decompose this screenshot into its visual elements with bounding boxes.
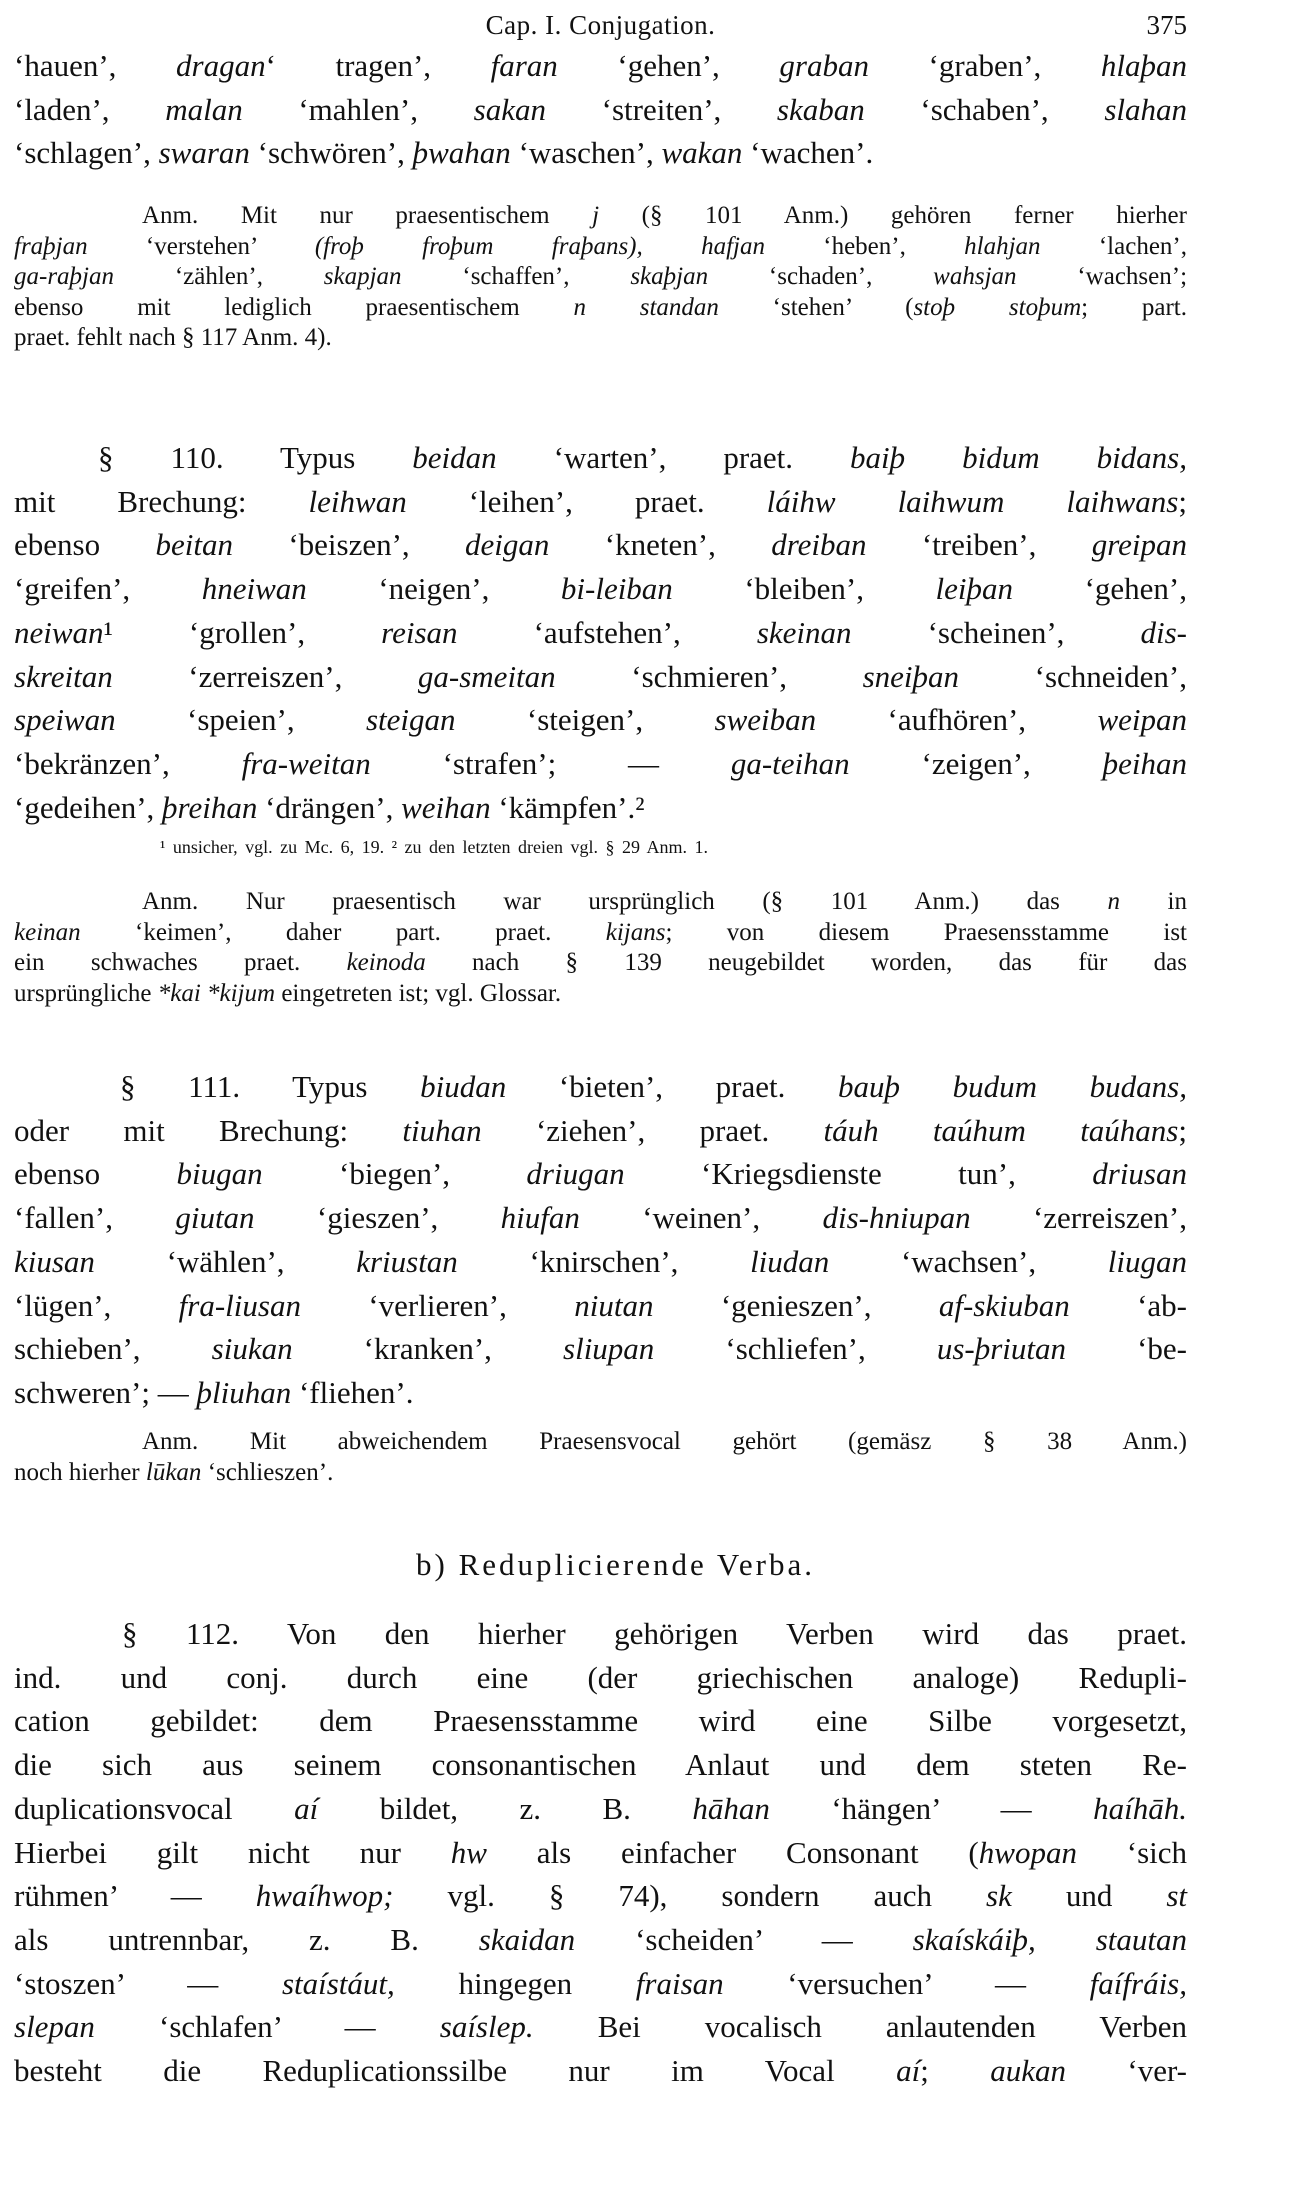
italic-term: malan [165, 91, 243, 127]
italic-term: hiufan [500, 1200, 580, 1236]
italic-term: aí [896, 2053, 921, 2089]
italic-term: aí [294, 1790, 319, 1826]
text-line [14, 655, 1187, 699]
roman-text: Hierbei gilt nicht nur [14, 1834, 451, 1870]
text-line [14, 88, 1187, 132]
italic-term: beidan [412, 440, 497, 475]
roman-text: ‘hauen’, [14, 48, 176, 83]
roman-text: ‘hängen’ — [769, 1790, 1094, 1826]
roman-text: ‘heben’, [764, 232, 965, 260]
roman-text: oder mit Brechung: [14, 1112, 403, 1148]
roman-text: ‘lügen’, [14, 1287, 179, 1323]
roman-text: ‘zeigen’, [849, 745, 1103, 781]
italic-term: biudan [420, 1069, 507, 1104]
italic-term: n standan [573, 293, 719, 321]
roman-text: ‘kämpfen’.² [490, 789, 645, 825]
text-line [14, 436, 1187, 480]
text-line [14, 2005, 1187, 2049]
roman-text: ; [1178, 1112, 1188, 1148]
italic-term: skapjan [323, 263, 402, 291]
italic-term: kijans [605, 918, 666, 946]
italic-term: siukan [211, 1331, 293, 1367]
italic-term: baiþ bidum bidans, [850, 440, 1187, 475]
roman-text: Anm. Nur praesentisch war ursprünglich (§ 101 Anm.) das [142, 888, 1108, 915]
chapter-title: Cap. I. Conjugation. [485, 10, 716, 40]
roman-text: ‘zählen’, [114, 263, 324, 291]
roman-text: ‘kranken’, [292, 1331, 564, 1367]
roman-text: ‘schlagen’, [14, 135, 159, 171]
roman-text [1036, 1922, 1096, 1957]
text-line [14, 480, 1187, 524]
roman-text: § 111. Typus [120, 1069, 421, 1104]
italic-term: láihw laihwum laihwans [766, 483, 1179, 519]
text-line [14, 1327, 1187, 1371]
roman-text: ‘stehen’ ( [718, 293, 914, 321]
roman-text: ‘schaffen’, [401, 263, 631, 291]
roman-text: praet. fehlt nach § 117 Anm. 4). [14, 324, 332, 352]
italic-term: saíslep. [439, 2009, 534, 2045]
text-line [14, 698, 1187, 742]
italic-term: speiwan [14, 702, 116, 738]
text-line [14, 523, 1187, 567]
roman-text: ‘wachsen’, [829, 1243, 1108, 1279]
roman-text: ‘bekränzen’, [14, 745, 242, 781]
text-line [14, 1831, 1187, 1875]
italic-term: slahan [1104, 91, 1187, 127]
italic-term: hlahjan [964, 232, 1041, 260]
text-line [14, 1371, 1187, 1415]
italic-term: fra-weitan [241, 745, 371, 781]
roman-text: ‘verstehen’ [87, 232, 315, 260]
text-line [14, 1699, 1187, 1743]
roman-text: ; [920, 2053, 991, 2089]
roman-text: in [1119, 888, 1187, 915]
roman-text: ‘graben’, [868, 48, 1101, 83]
roman-text: ebenso [14, 527, 156, 563]
italic-term: þreihan [162, 789, 258, 825]
italic-term: skeinan [756, 614, 852, 650]
text-line [14, 1962, 1187, 2006]
text-line [14, 44, 1187, 88]
roman-text: § 110. Typus [98, 440, 413, 475]
text-line [14, 1152, 1187, 1196]
roman-text: ‘ab- [1069, 1287, 1187, 1323]
italic-term: tiuhan [402, 1112, 482, 1148]
roman-text: ‘bleiben’, [672, 571, 936, 607]
roman-text: ‘schmieren’, [555, 658, 863, 694]
italic-term: liugan [1107, 1243, 1187, 1279]
italic-term: dis-hniupan [822, 1200, 971, 1236]
italic-term: leiþan [935, 571, 1014, 607]
roman-text: ursprüngliche [14, 979, 158, 1007]
roman-text: ‘keimen’, daher part. praet. [80, 918, 606, 946]
annotation-109 [14, 201, 1187, 354]
text-line [14, 1458, 1187, 1489]
italic-term: *kai *kijum [157, 979, 276, 1007]
roman-text: ‘steigen’, [455, 702, 715, 738]
italic-term: us-þriutan [936, 1331, 1066, 1367]
italic-term: wakan [661, 135, 743, 171]
italic-term: þeihan [1102, 745, 1187, 781]
italic-term: st [1166, 1878, 1188, 1914]
roman-text: ‘gehen’, [1013, 571, 1187, 607]
roman-text: ‘schwören’, [249, 135, 413, 171]
italic-term: skaþjan [630, 263, 709, 291]
italic-term: skaidan [478, 1921, 576, 1957]
italic-term: þwahan [412, 135, 511, 171]
italic-term: skaískáiþ, [912, 1921, 1036, 1957]
text-line [14, 1427, 1187, 1458]
text-line [14, 1874, 1187, 1918]
roman-text: als einfacher Consonant ( [486, 1834, 979, 1870]
roman-text: ‘speien’, [115, 702, 366, 738]
italic-term: bauþ budum budans, [838, 1069, 1187, 1104]
roman-text: hingegen [394, 1965, 636, 2001]
running-header [14, 6, 1187, 44]
text-line [14, 948, 1187, 979]
roman-text: ‘schlieszen’. [201, 1458, 334, 1486]
roman-text: ‘mahlen’, [242, 91, 474, 127]
roman-text: duplicationsvocal [14, 1790, 295, 1826]
text-line [14, 918, 1187, 949]
text-line [14, 742, 1187, 786]
roman-text: ; part. [1081, 293, 1187, 321]
italic-term: hlaþan [1100, 48, 1187, 83]
roman-text: vgl. § 74), sondern auch [393, 1878, 987, 1914]
italic-term: fraisan [635, 1965, 724, 2001]
text-line [14, 1787, 1187, 1831]
roman-text: Anm. Mit abweichendem Praesensvocal gehört (gemäsz § 38 Anm.) [142, 1428, 1187, 1455]
text-line [14, 262, 1187, 293]
roman-text: ‘streiten’, [545, 91, 777, 127]
italic-term: steigan [365, 702, 456, 738]
italic-term: deigan [465, 527, 550, 563]
text-line [14, 1196, 1187, 1240]
roman-text: ; [1178, 483, 1187, 519]
roman-text: rühmen’ — [14, 1878, 256, 1914]
roman-text: ‘ver- [1065, 2053, 1187, 2089]
annotation-111 [14, 1427, 1187, 1488]
roman-text: ‘zerreiszen’, [112, 658, 418, 694]
italic-term: kriustan [356, 1243, 458, 1279]
roman-text: ‘fliehen’. [291, 1374, 414, 1410]
roman-text: ebenso [14, 1156, 177, 1192]
italic-term: sweiban [714, 702, 817, 738]
roman-text: ‘kneten’, [549, 527, 772, 563]
roman-text: besteht die Reduplicationssilbe nur im Vocal [14, 2053, 897, 2089]
italic-term: af-skiuban [938, 1287, 1070, 1323]
roman-text: ‘gedeihen’, [14, 789, 163, 825]
text-line [14, 567, 1187, 611]
roman-text: ‘laden’, [14, 91, 166, 127]
roman-text: ‘versuchen’ — [723, 1965, 1090, 2001]
italic-term: hwopan [978, 1834, 1077, 1870]
roman-text: ‘wachsen’; [1016, 263, 1188, 291]
roman-text: ‘aufstehen’, [457, 614, 757, 650]
roman-text: ‘scheinen’, [851, 614, 1141, 650]
italic-term: j [592, 202, 600, 229]
italic-term: weihan [401, 789, 491, 825]
roman-text: (§ 101 Anm.) gehören ferner hierher [599, 202, 1187, 229]
italic-term: neiwan [14, 614, 104, 650]
roman-text: ‘genieszen’, [653, 1287, 939, 1323]
roman-text: ‘greifen’, [14, 571, 202, 607]
annotation-110 [14, 887, 1187, 1009]
italic-term: driugan [526, 1156, 625, 1192]
roman-text: ‘weinen’, [579, 1200, 823, 1236]
italic-term: ga-raþjan [14, 263, 114, 291]
roman-text: ‘verlieren’, [300, 1287, 575, 1323]
roman-text: ‘neigen’, [306, 571, 561, 607]
italic-term: liudan [750, 1243, 830, 1279]
italic-term: hw [450, 1834, 487, 1870]
roman-text: ‘drängen’, [257, 789, 402, 825]
italic-term: giutan [175, 1200, 255, 1236]
roman-text: ‘ziehen’, praet. [481, 1112, 824, 1148]
italic-term: stoþ stoþum [913, 293, 1082, 321]
roman-text: § 112. Von den hierher gehörigen Verben wird das praet. [122, 1616, 1187, 1651]
italic-term: faífráis, [1089, 1965, 1188, 2001]
roman-text: ‘wachen’. [742, 135, 874, 171]
italic-term: faran [490, 48, 558, 83]
italic-term: ga-smeitan [417, 658, 556, 694]
italic-term: stautan [1095, 1921, 1187, 1957]
roman-text: noch hierher [14, 1458, 146, 1486]
text-line [14, 1612, 1187, 1656]
italic-term: hafjan [701, 232, 765, 260]
italic-term: staístáut, [281, 1965, 395, 2001]
italic-term: hāhan [692, 1790, 770, 1826]
italic-term: skreitan [14, 658, 113, 694]
roman-text: ‘biegen’, [262, 1156, 527, 1192]
italic-term: wahsjan [933, 263, 1017, 291]
italic-term: (froþ froþum fraþans), [314, 232, 643, 260]
italic-term: keinoda [346, 949, 426, 977]
roman-text: schieben’, [14, 1331, 212, 1367]
roman-text: ind. und conj. durch eine (der griechischen analoge) Redupli- [14, 1659, 1187, 1695]
roman-text: ‘treiben’, [866, 527, 1092, 563]
text-line [14, 131, 1187, 175]
roman-text: ‘schaden’, [708, 263, 934, 291]
italic-term: dragan [176, 48, 266, 83]
italic-term: bi-leiban [560, 571, 673, 607]
paragraph-109-continuation [14, 44, 1187, 175]
roman-text: ‘knirschen’, [457, 1243, 751, 1279]
text-line [14, 1109, 1187, 1153]
roman-text: ‘aufhören’, [816, 702, 1098, 738]
page-number: 375 [1146, 10, 1187, 40]
roman-text: ‘schneiden’, [959, 658, 1187, 694]
roman-text: ¹ ‘grollen’, [103, 614, 382, 650]
italic-term: sk [986, 1878, 1012, 1914]
roman-text: cation gebildet: dem Praesensstamme wird eine Silbe vorgesetzt, [14, 1703, 1187, 1739]
roman-text: ebenso mit lediglich praesentischem [14, 293, 574, 321]
italic-term: beitan [155, 527, 233, 563]
italic-term: hneiwan [201, 571, 307, 607]
roman-text: ‘warten’, praet. [496, 440, 851, 475]
italic-term: graban [779, 48, 869, 83]
roman-text: ‘lachen’, [1040, 232, 1187, 260]
roman-text: ‘sich [1076, 1834, 1187, 1870]
paragraph-110 [14, 436, 1187, 829]
roman-text: ‘strafen’; — [370, 745, 731, 781]
italic-term: slepan [14, 2009, 95, 2045]
italic-term: biugan [176, 1156, 263, 1192]
roman-text: ‘wählen’, [94, 1243, 357, 1279]
roman-text: ; von diesem Praesensstamme ist [665, 918, 1187, 946]
roman-text: schweren’; — [14, 1374, 197, 1410]
paragraph-112 [14, 1612, 1187, 2093]
italic-term: skaban [776, 91, 865, 127]
text-line [14, 1065, 1187, 1109]
text-line [14, 786, 1187, 830]
italic-term: greipan [1091, 527, 1187, 563]
text-line [14, 201, 1187, 232]
roman-text: Anm. Mit nur praesentischem [142, 202, 593, 229]
italic-term: swaran [158, 135, 250, 171]
text-line [14, 979, 1187, 1010]
italic-term: fraþjan [14, 232, 88, 260]
italic-term: dis- [1140, 614, 1187, 650]
italic-term: sliupan [563, 1331, 655, 1367]
italic-term: þliuhan [196, 1374, 292, 1410]
roman-text: mit Brechung: [14, 483, 309, 519]
italic-term: haíhāh. [1093, 1790, 1187, 1826]
text-line [14, 293, 1187, 324]
roman-text: ‘stoszen’ — [14, 1965, 282, 2001]
roman-text: ‘be- [1066, 1331, 1188, 1367]
roman-text: eingetreten ist; vgl. Glossar. [275, 979, 562, 1007]
italic-term: hwaíhwop; [255, 1878, 394, 1914]
roman-text: und [1011, 1878, 1167, 1914]
italic-term: dreiban [771, 527, 867, 563]
text-line [14, 1656, 1187, 1700]
roman-text: ‘beiszen’, [232, 527, 466, 563]
roman-text: ‘waschen’, [510, 135, 662, 171]
italic-term: weipan [1097, 702, 1187, 738]
italic-term: fra-liusan [178, 1287, 301, 1323]
italic-term: reisan [381, 614, 458, 650]
text-line [14, 2049, 1187, 2093]
italic-term: driusan [1092, 1156, 1187, 1192]
roman-text: Bei vocalisch anlautenden Verben [533, 2009, 1187, 2045]
roman-text: ‘fallen’, [14, 1200, 176, 1236]
roman-text: ‘zerreiszen’, [970, 1200, 1187, 1236]
italic-term: n [1107, 888, 1120, 915]
roman-text: ‘gieszen’, [254, 1200, 501, 1236]
roman-text: ein schwaches praet. [14, 949, 347, 977]
roman-text [643, 233, 701, 260]
italic-term: niutan [574, 1287, 654, 1323]
italic-term: keinan [14, 918, 81, 946]
italic-term: sneiþan [862, 658, 960, 694]
section-heading: b) Reduplicierende Verba. [416, 1547, 815, 1582]
italic-term: táuh taúhum taúhans [823, 1112, 1179, 1148]
text-line [14, 887, 1187, 918]
text-line [14, 323, 1187, 354]
roman-text: nach § 139 neugebildet worden, das für das [425, 949, 1187, 977]
roman-text: ‘leihen’, praet. [406, 483, 767, 519]
roman-text: ‘Kriegsdienste tun’, [624, 1156, 1093, 1192]
footnotes: ¹ unsicher, vgl. zu Mc. 6, 19. ² zu den letzten dreien vgl. § 29 Anm. 1. [160, 837, 708, 857]
roman-text: ‘gehen’, [557, 48, 780, 83]
italic-term: lūkan [145, 1458, 202, 1486]
text-line [14, 1918, 1187, 1962]
text-line [14, 1240, 1187, 1284]
text-line [14, 232, 1187, 263]
italic-term: sakan [473, 91, 546, 127]
paragraph-111 [14, 1065, 1187, 1415]
italic-term: leihwan [308, 483, 407, 519]
italic-term: ga-teihan [730, 745, 850, 781]
roman-text: ‘scheiden’ — [575, 1921, 913, 1957]
italic-term: aukan [990, 2053, 1066, 2089]
roman-text: ‘bieten’, praet. [506, 1069, 839, 1104]
italic-term: kiusan [14, 1243, 95, 1279]
roman-text: ‘ tragen’, [265, 48, 491, 83]
text-line [14, 1284, 1187, 1328]
roman-text: als untrennbar, z. B. [14, 1921, 479, 1957]
roman-text: die sich aus seinem consonantischen Anlaut und dem steten Re- [14, 1747, 1187, 1783]
roman-text: ‘schaben’, [864, 91, 1105, 127]
text-line [14, 611, 1187, 655]
text-line [14, 1743, 1187, 1787]
roman-text: ‘schlafen’ — [94, 2009, 440, 2045]
roman-text: bildet, z. B. [318, 1790, 693, 1826]
roman-text: ‘schliefen’, [654, 1331, 937, 1367]
